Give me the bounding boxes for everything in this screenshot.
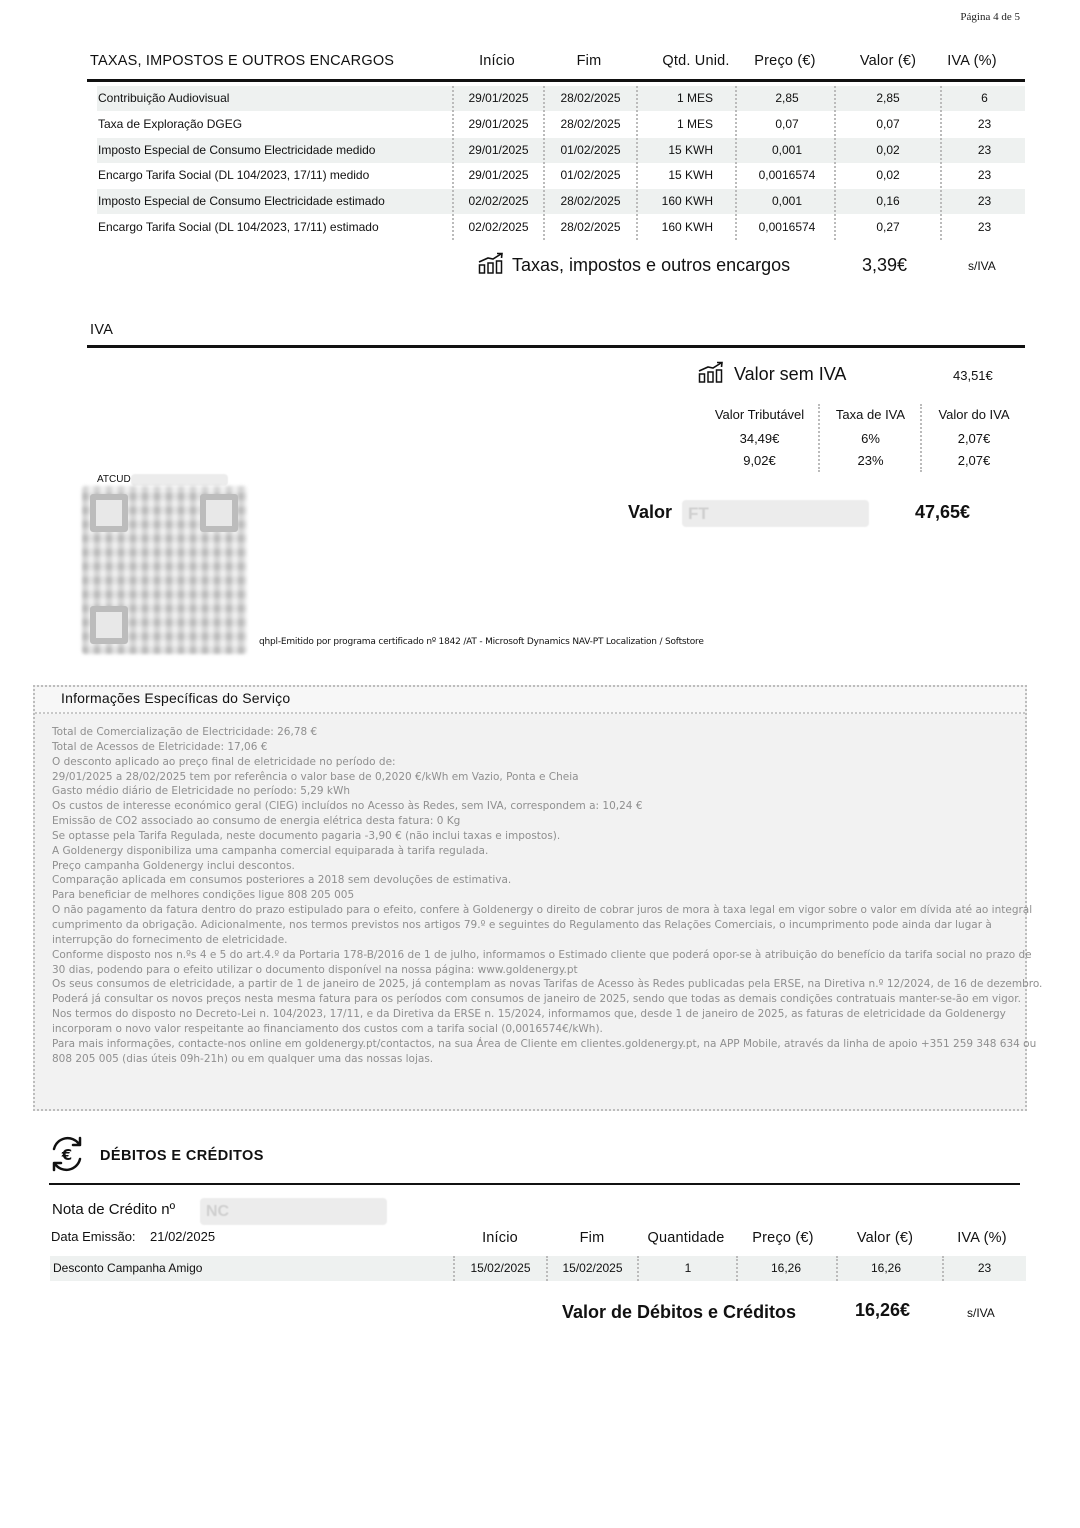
col-valor-iva: Valor do IVA (938, 407, 1010, 422)
row-qtd: 1 MES (676, 91, 713, 105)
row-preco: 16,26 (770, 1261, 802, 1275)
row-inicio: 29/01/2025 (468, 117, 529, 131)
column-divider (636, 86, 638, 240)
nota-credito-ref: NC (206, 1203, 230, 1220)
nota-credito-label: Nota de Crédito nº (52, 1201, 176, 1218)
row-fim: 28/02/2025 (560, 91, 621, 105)
info-line: Os seus consumos de eletricidade, a partir de 1 de janeiro de 2025, já contemplam as novas Tarifas de Acesso às Redes publicadas pela ERSE, na Diretiva n.º 12/2024, de 16 de dezembro. (52, 978, 1043, 991)
row-qtd: 1 (684, 1261, 692, 1275)
row-fim: 28/02/2025 (560, 194, 621, 208)
row-fim: 15/02/2025 (562, 1261, 623, 1275)
row-preco: 0,0016574 (758, 168, 816, 182)
certification-note: qhpl-Emitido por programa certificado nº 1842 /AT - Microsoft Dynamics NAV-PT Localization / Softstore (259, 637, 704, 647)
dc-col-inicio: Início (482, 1230, 518, 1246)
dc-total-value: 16,26€ (855, 1300, 911, 1320)
column-divider (637, 1256, 639, 1281)
iva-title: IVA (90, 322, 114, 338)
row-qtd: 1 MES (676, 117, 713, 131)
info-line: cumprimento da obrigação. Adicionalmente, nos termos previstos nos artigos 79.º e seguintes do Regulamento das Relações Comerciais, o incumprimento pode ainda dar lugar à (52, 918, 992, 931)
row-iva: 23 (977, 143, 992, 157)
col-taxa-iva: Taxa de IVA (835, 407, 906, 422)
valor-label: Valor (628, 502, 673, 522)
info-line: Gasto médio diário de Eletricidade no período: 5,29 kWh (52, 785, 351, 798)
row-valor: 0,02 (876, 168, 900, 182)
dc-total-label: Valor de Débitos e Créditos (562, 1302, 797, 1322)
dc-col-quantidade: Quantidade (647, 1230, 725, 1246)
invoice-ref-redacted (682, 500, 869, 527)
dc-col-fim: Fim (579, 1230, 605, 1246)
info-line: Conforme disposto nos n.ºs 4 e 5 do art.4.º da Portaria 178-B/2016 de 1 de julho, informamos o Estimado cliente que poderá opor-se à atribuição do benefício da tarifa social no prazo de (52, 948, 1032, 961)
valor-sem-iva-label: Valor sem IVA (734, 364, 847, 384)
info-line: Os custos de interesse económico geral (CIEG) incluídos no Acesso às Redes, sem IVA, correspondem a: 10,24 € (52, 800, 643, 813)
dc-col-iva: IVA (%) (957, 1230, 1007, 1246)
table-row (97, 138, 1025, 163)
row-valor: 0,16 (876, 194, 900, 208)
row-qtd: 160 KWH (661, 220, 713, 234)
row-desc: Encargo Tarifa Social (DL 104/2023, 17/11) estimado (98, 220, 379, 234)
taxes-total-value: 3,39€ (862, 255, 908, 275)
row-valor: 0,07 (876, 117, 900, 131)
column-divider (735, 86, 737, 240)
row-preco: 2,85 (775, 91, 799, 105)
row-fim: 28/02/2025 (560, 117, 621, 131)
table-row (97, 86, 1025, 111)
info-line: Total de Acessos de Eletricidade: 17,06 € (52, 740, 268, 753)
row-desc: Taxa de Exploração DGEG (98, 117, 243, 131)
row-inicio: 29/01/2025 (468, 143, 529, 157)
column-divider (940, 86, 942, 240)
iva-valor: 2,07€ (957, 453, 991, 468)
iva-taxa: 23% (857, 453, 884, 468)
col-inicio: Início (479, 53, 515, 69)
info-line: Para beneficiar de melhores condições ligue 808 205 005 (52, 889, 355, 902)
row-fim: 01/02/2025 (560, 143, 621, 157)
column-divider (546, 1256, 548, 1281)
column-divider (736, 1256, 738, 1281)
info-line: Nos termos do disposto no Decreto-Lei n. 104/2023, 17/11, e da Diretiva da ERSE n. 15/2024, informamos que, desde 1 de janeiro de 2025, as faturas de eletricidade da Goldenergy (52, 1008, 1006, 1021)
row-valor: 2,85 (876, 91, 900, 105)
row-desc: Imposto Especial de Consumo Electricidade medido (98, 143, 376, 157)
dc-title: DÉBITOS E CRÉDITOS (100, 1148, 264, 1164)
row-valor: 0,27 (876, 220, 900, 234)
column-divider (453, 1256, 455, 1281)
info-line: Poderá já consultar os novos preços nesta mesma fatura para os períodos com consumos de janeiro de 2025, sendo que todas as demais condições contratuais manter-se-ão em vigor. (52, 993, 1021, 1006)
info-line: incorporam o novo valor respeitante ao financiamento dos custos com a tarifa social (0,0016574€/kWh). (52, 1022, 603, 1035)
col-valor-tributavel: Valor Tributável (714, 407, 805, 422)
valor-total: 47,65€ (915, 502, 971, 522)
chart-growth-icon (698, 361, 724, 383)
row-desc: Desconto Campanha Amigo (53, 1261, 203, 1275)
taxes-title: TAXAS, IMPOSTOS E OUTROS ENCARGOS (90, 53, 395, 69)
row-iva: 23 (977, 220, 992, 234)
iva-valor: 2,07€ (957, 431, 991, 446)
info-line: interrupção do fornecimento de eletricidade. (52, 933, 288, 946)
iva-taxa: 6% (861, 431, 880, 446)
info-title: Informações Específicas do Serviço (61, 690, 291, 706)
iva-tributavel: 9,02€ (743, 453, 776, 468)
row-inicio: 29/01/2025 (468, 168, 529, 182)
page-number: Página 4 de 5 (960, 11, 1020, 23)
row-preco: 0,07 (775, 117, 799, 131)
table-row (97, 163, 1025, 188)
row-preco: 0,001 (771, 194, 803, 208)
row-iva: 6 (981, 91, 988, 105)
dc-total-note: s/IVA (967, 1306, 995, 1320)
info-header (35, 687, 1025, 714)
column-divider (452, 86, 454, 240)
row-desc: Contribuição Audiovisual (98, 91, 230, 105)
atcud-code-redacted (131, 474, 228, 486)
column-divider (942, 1256, 944, 1281)
iva-tributavel: 34,49€ (739, 431, 780, 446)
row-qtd: 15 KWH (668, 143, 713, 157)
col-qtd: Qtd. Unid. (662, 53, 730, 69)
info-line: Total de Comercialização de Electricidade: 26,78 € (52, 726, 318, 738)
row-fim: 01/02/2025 (560, 168, 621, 182)
row-desc: Encargo Tarifa Social (DL 104/2023, 17/11) medido (98, 168, 370, 182)
row-iva: 23 (977, 1261, 992, 1275)
row-preco: 0,0016574 (758, 220, 816, 234)
info-line: 30 dias, podendo para o efeito utilizar o documento disponível na nossa página: www.goldenergy.pt (52, 963, 578, 976)
atcud-label: ATCUD (97, 474, 131, 485)
row-inicio: 02/02/2025 (468, 194, 529, 208)
info-text (52, 725, 1043, 1066)
row-iva: 23 (977, 117, 992, 131)
row-inicio: 29/01/2025 (468, 91, 529, 105)
column-divider (920, 404, 922, 472)
table-row (50, 1256, 1026, 1281)
table-row (97, 215, 1025, 240)
column-divider (818, 404, 820, 472)
info-line: Preço campanha Goldenergy inclui descontos. (52, 859, 295, 872)
row-desc: Imposto Especial de Consumo Electricidade estimado (98, 194, 385, 208)
chart-growth-icon (478, 252, 504, 274)
qr-finder-pattern (90, 606, 128, 644)
col-preco: Preço (€) (754, 53, 816, 69)
info-box (33, 685, 1043, 1111)
info-line: Para mais informações, contacte-nos online em goldenergy.pt/contactos, na sua Área de Cliente em clientes.goldenergy.pt, na APP Mobile, através da linha de apoio +351 259 348 634 ou (52, 1037, 1037, 1050)
dc-col-valor: Valor (€) (856, 1230, 914, 1246)
row-iva: 23 (977, 168, 992, 182)
dc-rule (49, 1183, 1020, 1185)
info-line: 29/01/2025 a 28/02/2025 tem por referência o valor base de 0,2020 €/kWh em Vazio, Ponta e Cheia (52, 770, 579, 783)
header-rule (87, 79, 1025, 82)
dc-col-preco: Preço (€) (752, 1230, 814, 1246)
column-divider (836, 1256, 838, 1281)
info-line: O desconto aplicado ao preço final de eletricidade no período de: (52, 755, 396, 768)
taxes-total-label: Taxas, impostos e outros encargos (512, 255, 791, 275)
emissao-label: Data Emissão: (51, 1229, 136, 1244)
qr-finder-pattern (90, 494, 128, 532)
valor-sem-iva-value: 43,51€ (953, 368, 993, 383)
row-iva: 23 (977, 194, 992, 208)
info-line: Se optasse pela Tarifa Regulada, neste documento pagaria -3,90 € (não inclui taxas e impostos). (52, 829, 561, 842)
row-preco: 0,001 (771, 143, 803, 157)
col-valor: Valor (€) (859, 53, 917, 69)
table-row (97, 189, 1025, 214)
qr-finder-pattern (200, 494, 238, 532)
column-divider (834, 86, 836, 240)
row-fim: 28/02/2025 (560, 220, 621, 234)
info-line: 808 205 005 (dias úteis 09h-21h) ou em qualquer uma das nossas lojas. (52, 1052, 434, 1065)
row-inicio: 02/02/2025 (468, 220, 529, 234)
emissao-date: 21/02/2025 (150, 1229, 216, 1244)
info-line: A Goldenergy disponibiliza uma campanha comercial equiparada à tarifa regulada. (52, 844, 489, 857)
nota-credito-ref-redacted (200, 1198, 387, 1225)
row-qtd: 15 KWH (668, 168, 713, 182)
row-inicio: 15/02/2025 (470, 1261, 531, 1275)
row-valor: 0,02 (876, 143, 900, 157)
info-line: Emissão de CO2 associado ao consumo de energia elétrica desta fatura: 0 Kg (52, 815, 461, 828)
info-line: Comparação aplicada em consumos posteriores a 2018 sem devoluções de estimativa. (52, 874, 512, 887)
table-row (97, 112, 1025, 137)
info-line: O não pagamento da fatura dentro do prazo estipulado para o efeito, confere à Goldenergy o direito de cobrar juros de mora à taxa legal em vigor sobre o valor em dívida até ao integral (52, 904, 1033, 917)
row-qtd: 160 KWH (661, 194, 713, 208)
column-divider (543, 86, 545, 240)
euro-refresh-icon (47, 1135, 87, 1173)
svg-text:€: € (61, 1146, 73, 1164)
taxes-total-note: s/IVA (968, 259, 996, 273)
col-iva: IVA (%) (947, 53, 997, 69)
iva-rule (87, 345, 1025, 348)
invoice-ref: FT (688, 504, 709, 523)
row-valor: 16,26 (870, 1261, 902, 1275)
col-fim: Fim (576, 53, 602, 69)
